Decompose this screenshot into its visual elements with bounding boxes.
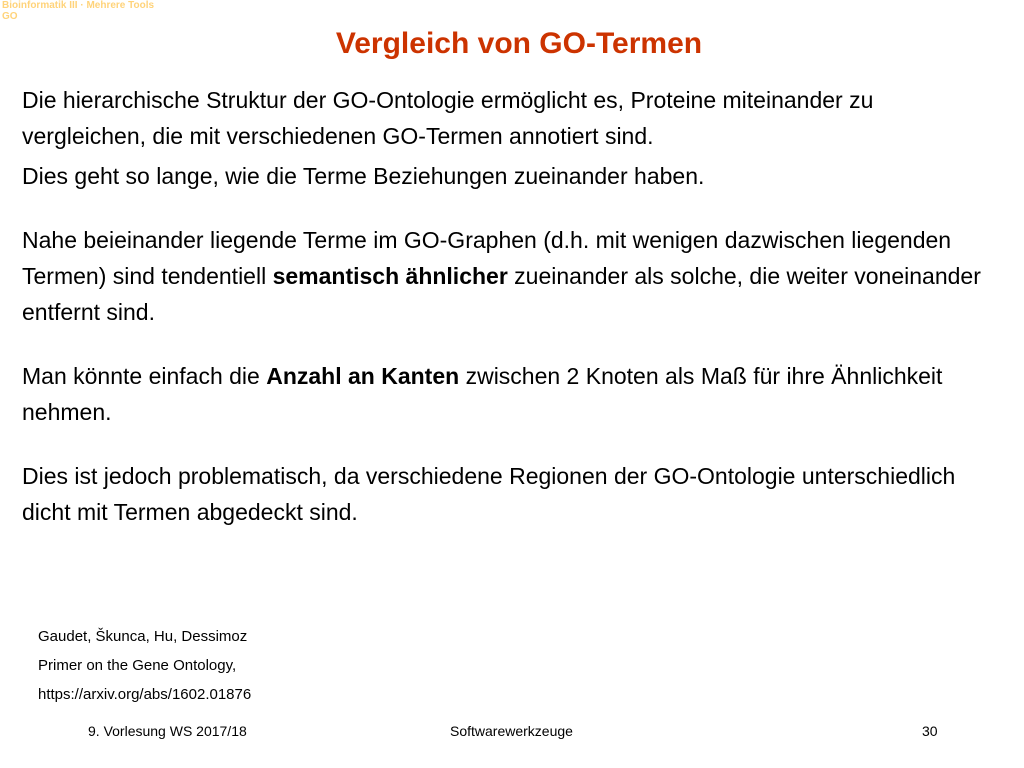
citation-authors: Gaudet, Škunca, Hu, Dessimoz: [38, 628, 248, 645]
paragraph-edge-count: [22, 358, 982, 430]
corner-label-line1: Bioinformatik III · Mehrere Tools: [2, 0, 155, 11]
corner-label: [2, 0, 192, 22]
text-segment: Man könnte einfach die: [22, 363, 267, 389]
text-segment: Nahe beieinander liegende Terme im GO-Graphen (d.h. mit wenigen dazwischen liegenden Termen) sind tendentiell: [22, 227, 952, 289]
corner-label-line2: GO: [2, 11, 18, 22]
text-segment: zueinander als solche, die weiter voneinander entfernt sind.: [22, 263, 981, 325]
paragraph-hierarchy: Die hierarchische Struktur der GO-Ontologie ermöglicht es, Proteine miteinander zu vergleichen, die mit verschiedenen GO-Termen annotiert sind.: [22, 87, 874, 149]
citation-title: Primer on the Gene Ontology,: [38, 657, 237, 674]
footer-course: Softwarewerkzeuge: [450, 723, 573, 739]
slide-body: [22, 82, 982, 530]
paragraph-relations: Dies geht so lange, wie die Terme Beziehungen zueinander haben.: [22, 163, 705, 189]
slide-title: Vergleich von GO-Termen: [335, 27, 703, 60]
paragraph-semantic-similarity: [22, 222, 982, 330]
emphasis-semantic-similarity: semantisch ähnlicher: [272, 263, 508, 289]
spacer: [22, 430, 982, 458]
spacer: [22, 330, 982, 358]
emphasis-edge-count: Anzahl an Kanten: [266, 363, 460, 389]
paragraph-problem: Dies ist jedoch problematisch, da verschiedene Regionen der GO-Ontologie unterschiedlich dicht mit Termen abgedeckt sind.: [22, 463, 956, 525]
footer-lecture: 9. Vorlesung WS 2017/18: [88, 723, 247, 739]
text-segment: zwischen 2 Knoten als Maß für ihre Ähnlichkeit nehmen.: [22, 363, 943, 425]
citation-url[interactable]: https://arxiv.org/abs/1602.01876: [38, 686, 252, 703]
spacer: [22, 194, 982, 222]
footer-page-number: 30: [922, 723, 938, 739]
citation: [38, 622, 251, 709]
